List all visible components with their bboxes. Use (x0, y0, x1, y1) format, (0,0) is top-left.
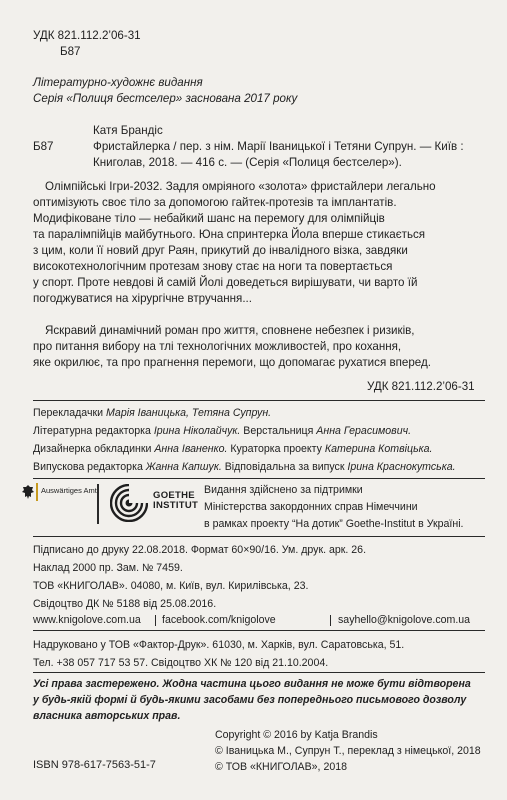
copyright-block: Copyright © 2016 by Katja Brandis © Іваницька М., Супрун Т., переклад з німецької, 2018 © ТОВ «КНИГОЛАВ», 2018 (215, 729, 481, 773)
printer-info: Надруковано у ТОВ «Фактор-Друк». 61030, м. Харків, вул. Саратовська, 51. Тел. +38 057 717 53 57. Свідоцтво ХК № 120 від 21.10.2004. (33, 639, 405, 669)
catalog-line-2: Книголав, 2018. — 416 с. — (Серія «Полиця бестселер»). (93, 156, 402, 169)
divider-1 (33, 400, 485, 401)
catalog-code: Б87 (33, 140, 54, 153)
credit-translators: Перекладачки Марія Іваницька, Тетяна Супрун. (33, 407, 272, 419)
divider-4 (33, 630, 485, 631)
credit-release-editor: Випускова редакторка Жанна Капшук. Відповідальна за випуск Ірина Краснокутська. (33, 461, 456, 473)
divider-3 (33, 536, 485, 537)
bbk-code: Б87 (60, 45, 81, 58)
catalog-line-1: Фристайлерка / пер. з нім. Марії Іваницької і Тетяни Супрун. — Київ : (93, 140, 464, 153)
print-info: Підписано до друку 22.08.2018. Формат 60×90/16. Ум. друк. арк. 26. Наклад 2000 пр. Зам. № 7459. ТОВ «КНИГОЛАВ». 04080, м. Київ, вул. Кирилівська, 23. Свідоцтво ДК № 5188 від 25.08.2016. (33, 544, 367, 610)
credit-editor: Літературна редакторка Ірина Ніколайчук. Верстальниця Анна Герасимович. (33, 425, 412, 437)
isbn: ISBN 978-617-7563-51-7 (33, 759, 156, 771)
catalog-author: Катя Брандіс (93, 124, 163, 137)
annotation-paragraph-2: Яскравий динамічний роман про життя, сповнене небезпек і ризиків, про питання вибору на тлі технологічних можливостей, про кохання, яке окрилює, та про прагнення перемоги, що допомагає рухатися вперед. (33, 324, 431, 369)
logo-separator (97, 484, 99, 524)
credit-designer: Дизайнерка обкладинки Анна Іваненко. Кураторка проекту Катерина Котвіцька. (33, 443, 433, 455)
divider-5 (33, 672, 485, 673)
udk-code-right: УДК 821.112.2’06-31 (367, 380, 475, 393)
goethe-institut-label: GOETHE INSTITUT (153, 490, 199, 511)
auswaertiges-amt-label: Auswärtiges Amt (41, 486, 97, 495)
federal-eagle-icon (22, 484, 34, 500)
facebook-link[interactable]: facebook.com/knigolove (162, 614, 276, 626)
flag-stripe (36, 483, 38, 501)
email-link[interactable]: sayhello@knigolove.com.ua (338, 614, 471, 626)
edition-type: Літературно-художнє видання (33, 76, 203, 89)
series-note: Серія «Полиця бестселер» заснована 2017 року (33, 92, 298, 105)
contact-separator-2 (330, 615, 331, 626)
website-link[interactable]: www.knigolove.com.ua (33, 614, 141, 626)
annotation-paragraph-1: Олімпійські Ігри-2032. Задля омріяного «золота» фристайлери легально оптимізують своє тіло за допомогою гайтек-протезів та імплантатів. Модифіковане тіло — небайкий шанс на перемогу для олімпійців та паралімпійців майбутнього. Юна спринтерка Йола вперше стикається з цим, коли її новий друг Раян, прикутий до інвалідного візка, завдяки високотехнологічним протезам знову стає на ноги та повертається у спорт. Проте невдові й самій Йолі доведеться вирішувати, чи варто їй погоджуватися на хірургічне втручання... (33, 180, 436, 305)
udk-code: УДК 821.112.2’06-31 (33, 29, 141, 42)
goethe-institut-logo-icon (110, 484, 148, 522)
rights-notice: Усі права застережено. Жодна частина цього видання не може бути відтворена у будь-якій формі й будь-якими засобами без попереднього письмового дозволу власника авторських прав. (33, 678, 471, 722)
divider-2 (33, 478, 485, 479)
support-note: Видання здійснено за підтримки Міністерства закордонних справ Німеччини в рамках проекту “На дотик” Goethe-Institut в Україні. (204, 484, 464, 530)
contact-separator-1 (155, 615, 156, 626)
